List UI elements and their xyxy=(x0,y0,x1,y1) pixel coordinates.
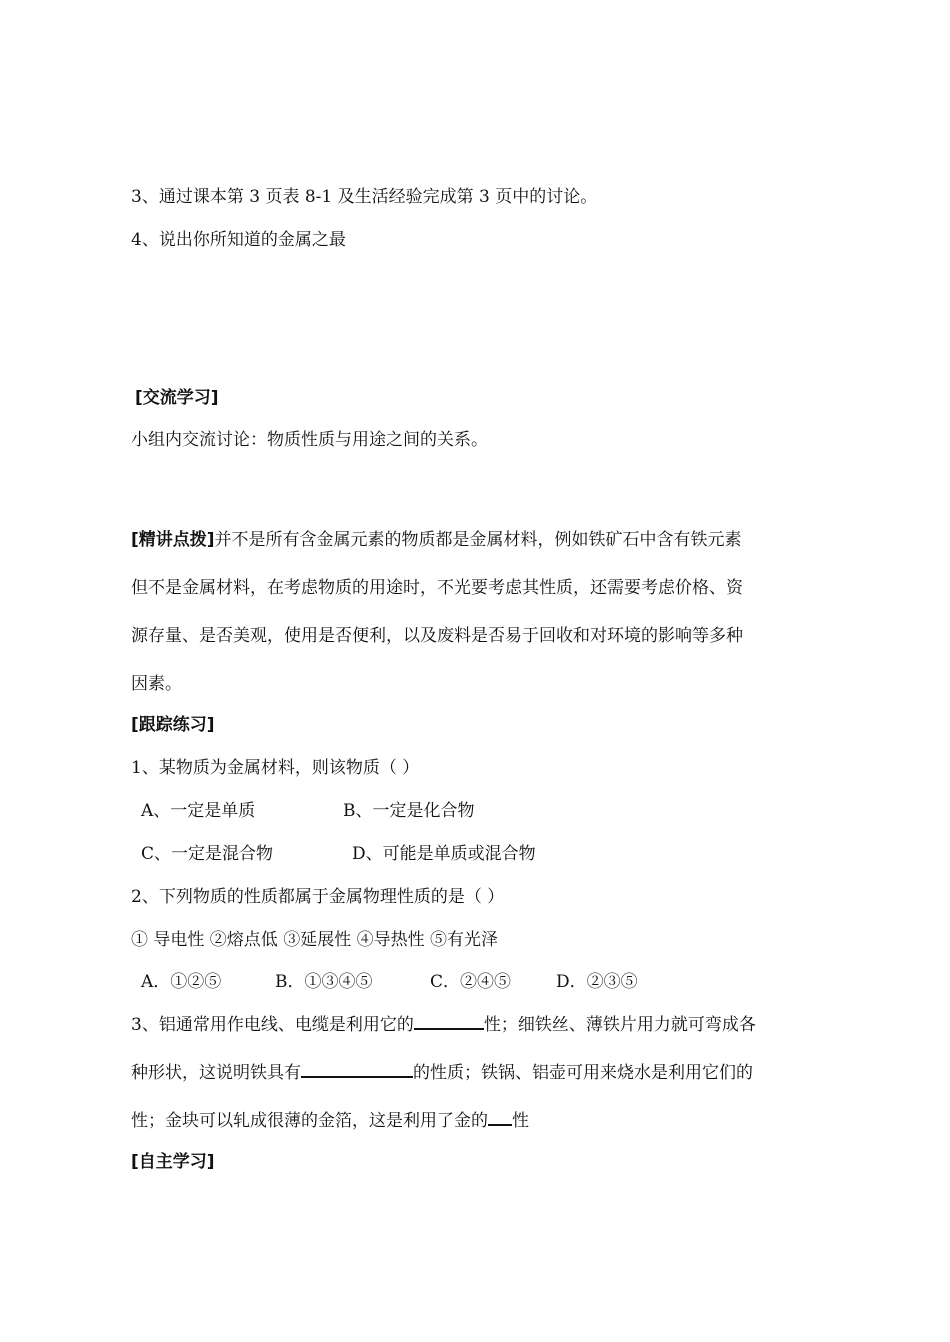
q3-blank-3[interactable] xyxy=(488,1108,512,1126)
lecture-text-1: 并不是所有含金属元素的物质都是金属材料，例如铁矿石中含有铁元素 xyxy=(214,530,742,550)
q3-text-3a: 性；金块可以轧成很薄的金箔，这是利用了金的 xyxy=(131,1111,488,1131)
q2-option-d: D．②③⑤ xyxy=(556,972,638,992)
q1-option-b: B、一定是化合物 xyxy=(343,801,475,821)
q3-text-1b: 性；细铁丝、薄铁片用力就可弯成各 xyxy=(483,1015,756,1035)
q1-option-a: A、一定是单质 xyxy=(141,801,256,821)
q1-stem: 1、某物质为金属材料，则该物质（ ） xyxy=(131,758,420,778)
q2-option-c: C．②④⑤ xyxy=(430,972,512,992)
q3-line-1 xyxy=(131,1012,756,1036)
lecture-line-2: 但不是金属材料，在考虑物质的用途时，不光要考虑其性质，还需要考虑价格、资 xyxy=(131,578,743,598)
q3-blank-2[interactable] xyxy=(301,1060,413,1078)
lecture-heading: [精讲点拨] xyxy=(131,530,215,550)
lecture-line-4: 因素。 xyxy=(131,674,182,694)
self-study-heading: [自主学习] xyxy=(131,1152,215,1172)
q3-line-3 xyxy=(131,1108,529,1132)
q3-text-2b: 的性质；铁锅、铝壶可用来烧水是利用它们的 xyxy=(413,1063,753,1083)
q2-option-b: B．①③④⑤ xyxy=(275,972,373,992)
q3-text-3b: 性 xyxy=(512,1111,529,1131)
exchange-text: 小组内交流讨论：物质性质与用途之间的关系。 xyxy=(131,430,488,450)
q2-items: ① 导电性 ②熔点低 ③延展性 ④导热性 ⑤有光泽 xyxy=(131,930,499,950)
lecture-line-3: 源存量、是否美观，使用是否便利，以及废料是否易于回收和对环境的影响等多种 xyxy=(131,626,743,646)
q3-line-2 xyxy=(131,1060,753,1084)
exchange-heading: [交流学习] xyxy=(135,388,219,408)
item-3: 3、通过课本第 3 页表 8-1 及生活经验完成第 3 页中的讨论。 xyxy=(131,187,598,207)
q3-text-2a: 种形状，这说明铁具有 xyxy=(131,1063,301,1083)
q2-stem: 2、下列物质的性质都属于金属物理性质的是（ ） xyxy=(131,887,505,907)
item-4: 4、说出你所知道的金属之最 xyxy=(131,230,346,250)
q1-option-d: D、可能是单质或混合物 xyxy=(352,844,536,864)
q1-option-c: C、一定是混合物 xyxy=(141,844,274,864)
q3-blank-1[interactable] xyxy=(414,1012,484,1030)
q2-option-a: A．①②⑤ xyxy=(141,972,222,992)
q3-text-1a: 3、铝通常用作电线、电缆是利用它的 xyxy=(131,1015,414,1035)
lecture-line-1 xyxy=(131,529,742,551)
practice-heading: [跟踪练习] xyxy=(131,715,215,735)
